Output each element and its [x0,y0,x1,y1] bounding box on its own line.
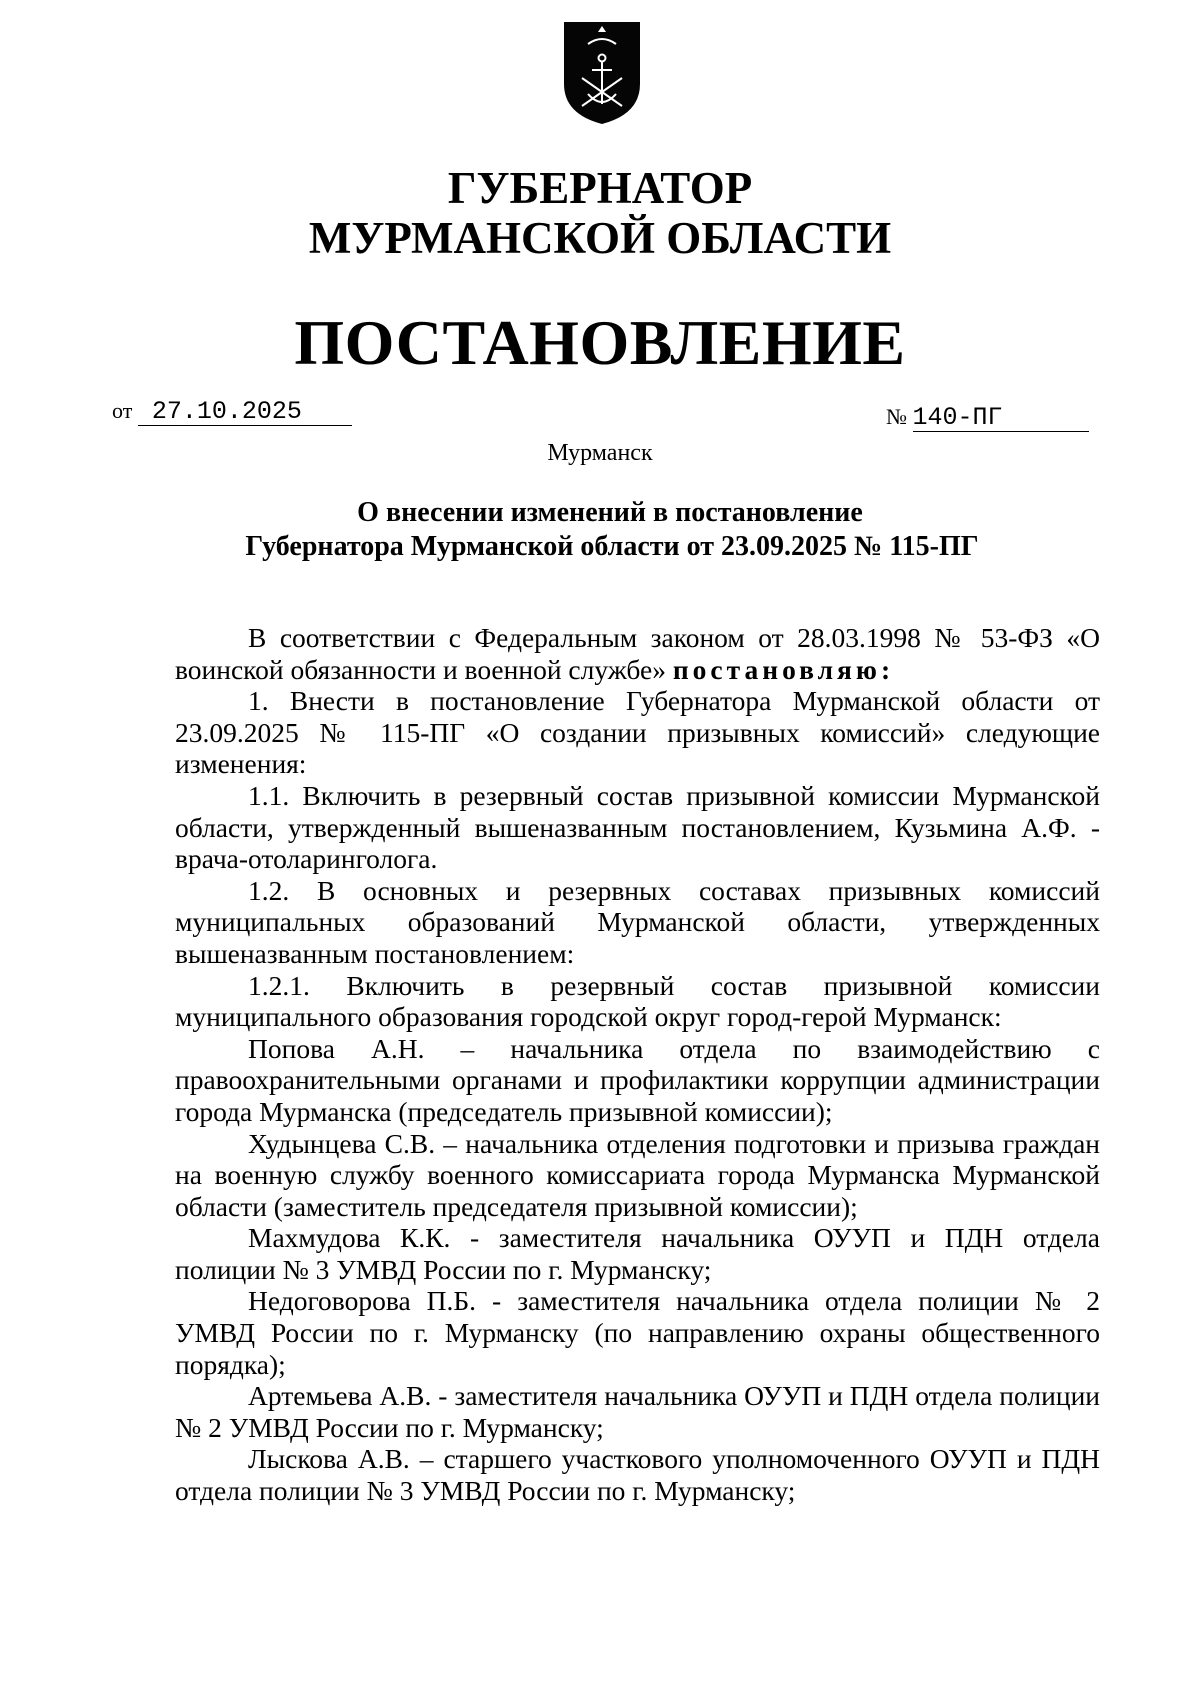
number-value: 140-ПГ [913,405,1089,432]
clause-1: 1. Внести в постановление Губернатора Мурманской области от 23.09.2025 № 115-ПГ «О создании призывных комиссий» следующие изменения: [175,685,1100,780]
subject-line-1: О внесении изменений в постановление [357,497,863,528]
document-body [175,622,1100,1507]
number-prefix: № [886,404,907,429]
preamble-text: В соответствии с Федеральным законом от 28.03.1998 № 53-ФЗ «О воинской обязанности и военной службе» [175,622,1100,685]
date-value: 27.10.2025 [138,399,352,426]
clause-1-2: 1.2. В основных и резервных составах призывных комиссий муниципальных образований Мурманской области, утвержденных вышеназванным постановлением: [175,874,1100,969]
document-type-title: ПОСТАНОВЛЕНИЕ [294,307,906,378]
member-item: Махмудова К.К. - заместителя начальника ОУУП и ПДН отдела полиции № 3 УМВД России по г. Мурманску; [175,1222,1100,1285]
member-item: Лыскова А.В. – старшего участкового уполномоченного ОУУП и ПДН отдела полиции № 3 УМВД России по г. Мурманску; [175,1443,1100,1507]
member-item: Попова А.Н. – начальника отдела по взаимодействию с правоохранительными органами и профилактики коррупции администрации города Мурманска (председатель призывной комиссии); [175,1032,1100,1127]
date-field [112,398,352,426]
resolves-word: постановляю: [672,653,895,685]
issuer-line-2: МУРМАНСКОЙ ОБЛАСТИ [308,213,892,263]
issuer-line-1: ГУБЕРНАТОР [447,163,753,213]
preamble-paragraph [175,622,1100,685]
coat-of-arms-emblem [558,18,646,128]
member-item: Артемьева А.В. - заместителя начальника ОУУП и ПДН отдела полиции № 2 УМВД России по г. Мурманску; [175,1380,1100,1443]
member-item: Недоговорова П.Б. - заместителя начальника отдела полиции № 2 УМВД России по г. Мурманску (по направлению охраны общественного порядка); [175,1285,1100,1380]
date-prefix: от [112,398,133,423]
subject-line-2: Губернатора Мурманской области от 23.09.2025 № 115-ПГ [245,531,979,562]
number-field [886,404,1089,432]
city: Мурманск [547,440,653,466]
clause-1-2-1: 1.2.1. Включить в резервный состав призывной комиссии муниципального образования городской округ город-герой Мурманск: [175,969,1100,1033]
member-item: Худынцева С.В. – начальника отделения подготовки и призыва граждан на военную службу военного комиссариата города Мурманска Мурманской области (заместитель председателя призывной комиссии); [175,1127,1100,1222]
clause-1-1: 1.1. Включить в резервный состав призывной комиссии Мурманской области, утвержденный вышеназванным постановлением, Кузьмина А.Ф. - врача-отоларинголога. [175,779,1100,875]
